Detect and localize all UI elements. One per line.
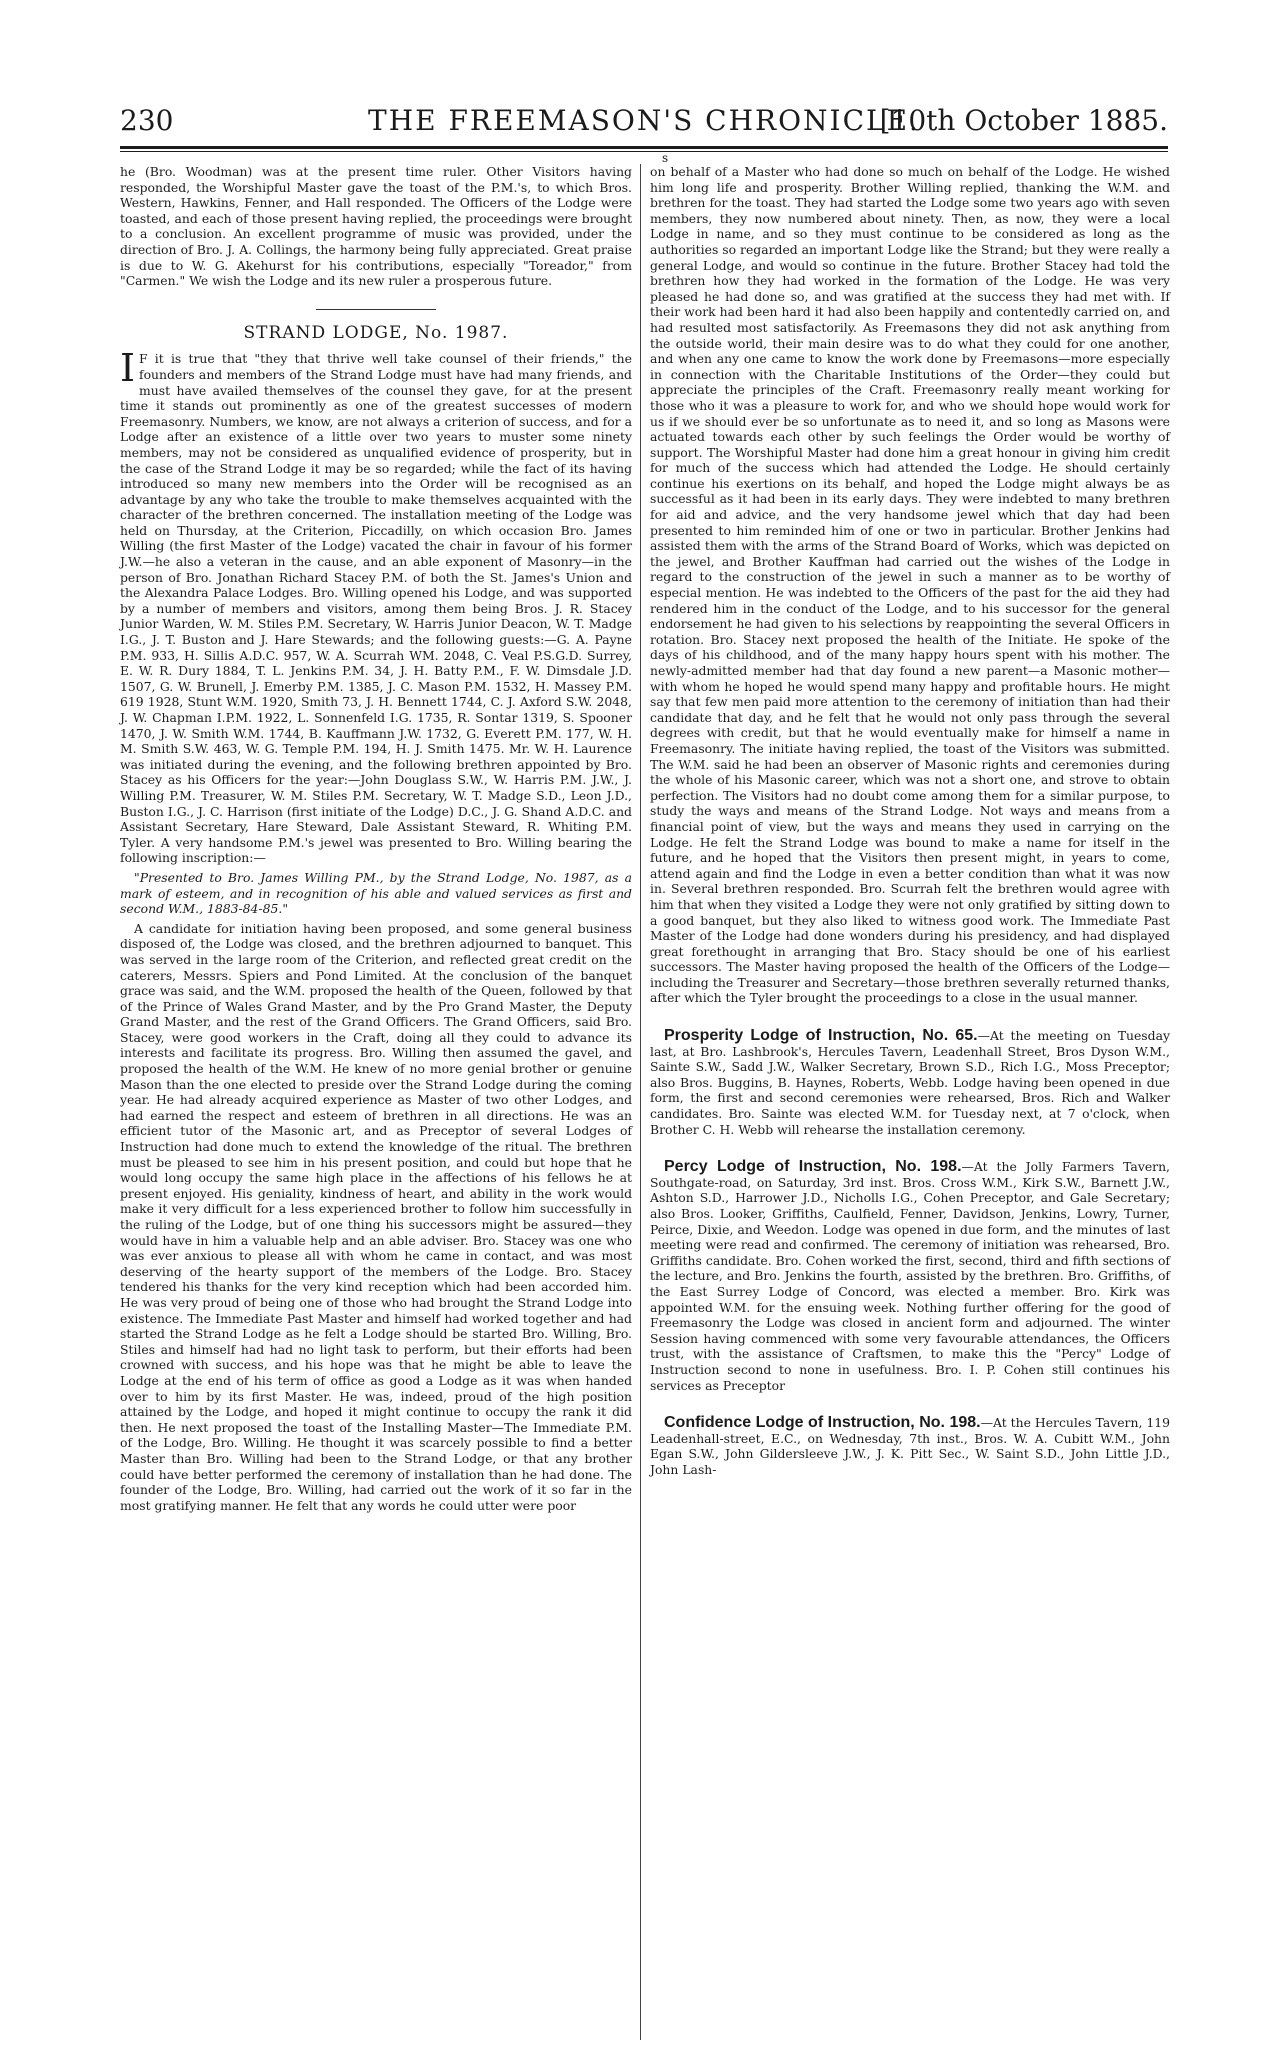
header-rule-thick [120, 146, 1168, 149]
article-paragraph: A candidate for initiation having been proposed, and some general business disposed of, the Lodge was closed, and the brethren adjourned to banquet. This was served in the large room of the Criterion, and reflected great credit on the caterers, Messrs. Spiers and Pond Limited. At the conclusion of the banquet grace was said, and the W.M. proposed the health of the Queen, followed by that of the Prince of Wales Grand Master, and by the Pro Grand Master, the Deputy Grand Master, and the rest of the Grand Officers. The Grand Officers, said Bro. Stacey, were good workers in the Craft, doing all they could to advance its interests and facilitate its progress. Bro. Willing then assumed the gavel, and proposed the health of the W.M. He knew of no more genial brother or genuine Mason than the one elected to preside over the Strand Lodge during the coming year. He had already acquired experience as Master of two other Lodges, and had earned the respect and esteem of brethren in all directions. He was an efficient tutor of the Masonic art, and as Preceptor of several Lodges of Instruction had done much to extend the knowledge of the ritual. The brethren must be pleased to see him in his present position, and could but hope that he would long occupy the same high place in the affections of his fellows he at present enjoyed. His geniality, kindness of heart, and ability in the work would make it very difficult for a less experienced brother to follow him successfully in the ruling of the Lodge, but of one thing his successors might be assured—they would have in him a valuable help and an able adviser. Bro. Stacey was one who was ever anxious to please all with whom he came in contact, and was most deserving of the hearty support of the members of the Lodge. Bro. Stacey tendered his thanks for the very kind reception which had been accorded him. He was very proud of being one of those who had brought the Strand Lodge into existence. The Immediate Past Master and himself had worked together and had started the Strand Lodge as he felt a Lodge should be started Bro. Willing, Bro. Stiles and himself had had no light task to perform, but their efforts had been crowned with success, and his hope was that he might be able to leave the Lodge at the end of his term of office as good a Lodge as it was when handed over to him by its first Master. He was, indeed, proud of the high position attained by the Lodge, and hoped it might continue to occupy the rank it did then. He next proposed the toast of the Installing Master—The Immediate P.M. of the Lodge, Bro. Willing. He thought it was scarcely possible to find a better Master than Bro. Willing had been to the Strand Lodge, or that any brother could have better performed the ceremony of installation than he had done. The founder of the Lodge, Bro. Willing, had carried out the work of it so far in the most gratifying manner. He felt that any words he could utter were poor [120, 920, 632, 1513]
notice-percy-lodge [650, 1159, 1170, 1393]
notice-prosperity-lodge [650, 1028, 1170, 1137]
article-paragraph: F it is true that "they that thrive well take counsel of their friends," the founders and members of the Strand Lodge must have had many friends, and must have availed themselves of the counsel they gave, for at the present time it stands out prominently as one of the greatest successes of modern Freemasonry. Numbers, we know, are not always a criterion of success, and for a Lodge after an existence of a little over two years to muster some ninety members, may not be considered as unqualified evidence of prosperity, but in the case of the Strand Lodge it may be so regarded; while the fact of its having introduced so many new members into the Order will be recognised as an advantage by any who take the trouble to make themselves acquainted with the character of the brethren concerned. The installation meeting of the Lodge was held on Thursday, at the Criterion, Piccadilly, on which occasion Bro. James Willing (the first Master of the Lodge) vacated the chair in favour of his former J.W.—he also a veteran in the cause, and an able exponent of Masonry—in the person of Bro. Jonathan Richard Stacey P.M. of both the St. James's Union and the Alexandra Palace Lodges. Bro. Willing opened his Lodge, and was supported by a number of members and visitors, among them being Bros. J. R. Stacey Junior Warden, W. M. Stiles P.M. Secretary, W. Harris Junior Deacon, W. T. Madge I.G., J. T. Buston and J. Hare Stewards; and the following guests:—G. A. Payne P.M. 933, H. Sillis A.D.C. 957, W. A. Scurrah WM. 2048, C. Veal P.S.G.D. Surrey, E. W. R. Dury 1884, T. L. Jenkins P.M. 34, J. H. Batty P.M., F. W. Dimsdale J.D. 1507, G. W. Brunell, J. Emerby P.M. 1385, J. C. Mason P.M. 1532, H. Massey P.M. 619 1928, Stunt W.M. 1920, Smith 73, J. H. Bennett 1744, C. J. Axford S.W. 2048, J. W. Chapman I.P.M. 1922, L. Sonnenfeld I.G. 1735, R. Sontar 1319, S. Spooner 1470, J. W. Smith W.M. 1744, B. Kauffmann J.W. 1732, G. Everett P.M. 177, W. H. M. Smith S.W. 463, W. G. Temple P.M. 194, H. J. Smith 1475. Mr. W. H. Laurence was initiated during the evening, and the following brethren appointed by Bro. Stacey as his Officers for the year:—John Douglass S.W., W. Harris P.M. J.W., J. Willing P.M. Treasurer, W. M. Stiles P.M. Secretary, W. T. Madge S.D., Leon J.D., Buston I.G., J. C. Harrison (first initiate of the Lodge) D.C., J. G. Shand A.D.C. and Assistant Secretary, Hare Steward, Dale Assistant Steward, R. Whiting P.M. Tyler. A very handsome P.M.'s jewel was presented to Bro. Willing bearing the following inscription:— [120, 351, 632, 866]
jewel-inscription-quote: "Presented to Bro. James Willing PM., by the Strand Lodge, No. 1987, as a mark of esteem, and in recognition of his able and valued services as first and second W.M., 1883-84-85." [120, 869, 632, 917]
notice-body: —At the meeting on Tuesday last, at Bro. Lashbrook's, Hercules Tavern, Leadenhall Street, Bros Dyson W.M., Sainte S.W., Sadd J.W., Walker Secretary, Brown S.D., Rich I.G., Moss Preceptor; also Bros. Buggins, B. Haynes, Roberts, Webb. Lodge having been opened in due form, the first and second ceremonies were rehearsed, Bros. Rich and Walker candidates. Bro. Sainte was elected W.M. for Tuesday next, at 7 o'clock, when Brother C. H. Webb will rehearse the installation ceremony. [650, 1028, 1170, 1137]
notice-confidence-lodge [650, 1415, 1170, 1477]
notice-title: Confidence Lodge of Instruction, No. 198. [664, 1414, 981, 1432]
article-opening [120, 346, 632, 866]
notice-body: —At the Hercules Tavern, 119 Leadenhall-street, E.C., on Wednesday, 7th inst., Bros. W. A. Cubitt W.M., John Egan S.W., John Gildersleeve J.W., J. K. Pitt Sec., W. Saint S.D., John Little J.D., John Lash- [650, 1415, 1170, 1477]
section-title-strand-lodge: STRAND LODGE, No. 1987. [243, 322, 509, 343]
closing-paragraph-previous-report: he (Bro. Woodman) was at the present time ruler. Other Visitors having responded, the Worshipful Master gave the toast of the P.M.'s, to which Bros. Western, Hawkins, Fenner, and Hall responded. The Officers of the Lodge were toasted, and each of those present having replied, the proceedings were brought to a conclusion. An excellent programme of music was provided, under the direction of Bro. J. A. Collings, the harmony being fully appreciated. Great praise is due to W. G. Akehurst for his contributions, especially "Toreador," from "Carmen." We wish the Lodge and its new ruler a prosperous future. [120, 164, 632, 289]
issue-date: [10th October 1885. [879, 104, 1168, 137]
article-paragraph-continued: on behalf of a Master who had done so much on behalf of the Lodge. He wished him long life and prosperity. Brother Willing replied, thanking the W.M. and brethren for the toast. They had started the Lodge some two years ago with seven members, they now numbered about ninety. Then, as now, they were a local Lodge in name, and so they must continue to be considered as long as the authorities so regarded an important Lodge like the Strand; but they were really a general Lodge, and would so continue in the future. Brother Stacey had told the brethren how they had worked in the formation of the Lodge. He was very pleased he had done so, and was gratified at the success they had met with. If their work had been hard it had also been happily and contentedly carried on, and had resulted most satisfactorily. As Freemasons they did not ask anything from the outside world, their main desire was to do what they could for one another, and when any one came to know the work done by Freemasons—more especially in connection with the Charitable Institutions of the Order—they could but appreciate the principles of the Craft. Freemasonry really meant working for those who it was a pleasure to work for, and who we should hope would work for us if we should ever be so unfortunate as to need it, and so long as Masons were actuated towards each other by such feelings the Order would be worthy of support. The Worshipful Master had done him a great honour in giving him credit for much of the success which had attended the Lodge. He should certainly continue his exertions on its behalf, and hoped the Lodge might always be as successful as it had been in its early days. They were indebted to many brethren for aid and advice, and the very handsome jewel which that day had been presented to him reminded him of one or two in particular. Brother Jenkins had assisted them with the arms of the Strand Board of Works, which was depicted on the jewel, and Brother Kauffman had carried out the wishes of the Lodge in regard to the construction of the jewel in such a manner as to be worthy of especial mention. He was indebted to the Officers of the past for the aid they had rendered him in the conduct of the Lodge, and to his successor for the general endorsement he had given to his selections by reappointing the several Officers in rotation. Bro. Stacey next proposed the health of the Initiate. He spoke of the days of his childhood, and of the many happy hours spent with his mother. The newly-admitted member had that day found a new parent—a Masonic mother—with whom he hoped he would spend many happy and profitable hours. He might say that few men paid more attention to the ceremony of initiation than had their candidate that day, and he felt that he would not only pass through the several degrees with credit, but that he would eventually make for himself a name in Freemasonry. The initiate having replied, the toast of the Visitors was submitted. The W.M. said he had been an observer of Masonic rights and ceremonies during the whole of his Masonic career, which was not a short one, and strove to obtain perfection. The Visitors had no doubt come among them for a similar purpose, to study the ways and means of the Strand Lodge. Not ways and means from a financial point of view, but the ways and means they used in carrying on the Lodge. He felt the Strand Lodge was bound to make a name for itself in the future, and he hoped that the Visitors then present might, in years to come, attend again and find the Lodge in even a better condition than what it was now in. Several brethren responded. Bro. Scurrah felt the brethren would agree with him that when they visited a Lodge they were not only gratified by sitting down to a good banquet, but they also liked to witness good work. The Immediate Past Master of the Lodge had done wonders during his presidency, and had displayed great forethought in arranging that Bro. Stacy should be one of his earliest successors. The Master having proposed the health of the Officers of the Lodge—including the Treasurer and Secretary—those brethren severally returned thanks, after which the Tyler brought the proceedings to a close in the usual manner. [650, 164, 1170, 1006]
section-divider [316, 309, 436, 310]
left-column [120, 164, 632, 1513]
header-rule-thin [120, 151, 1168, 152]
publication-title: THE FREEMASON'S CHRONICLE. [368, 104, 920, 137]
right-column [650, 164, 1170, 1478]
notice-body: —At the Jolly Farmers Tavern, Southgate-road, on Saturday, 3rd inst. Bros. Cross W.M., Kirk S.W., Barnett J.W., Ashton S.D., Harrower J.D., Nicholls I.G., Cohen Preceptor, and Gale Secretary; also Bros. Looker, Griffiths, Caulfield, Fenner, Davidson, Jenkins, Lowry, Turner, Peirce, Dixie, and Weedon. Lodge was opened in due form, and the minutes of last meeting were read and confirmed. The ceremony of initiation was rehearsed, Bro. Griffiths candidate. Bro. Cohen worked the first, second, third and fifth sections of the lecture, and Bro. Jenkins the fourth, assisted by the brethren. Bro. Griffiths, of the East Surrey Lodge of Concord, was elected a member. Bro. Kirk was appointed W.M. for the ensuing week. Nothing further offering for the good of Freemasonry the Lodge was closed in ancient form and adjourned. The winter Session having commenced with some very favourable attendances, the Officers trust, with the assistance of Craftsmen, to make this the "Percy" Lodge of Instruction second to none in usefulness. Bro. I. P. Cohen still continues his services as Preceptor [650, 1159, 1170, 1393]
drop-cap: I [120, 346, 136, 391]
notice-title: Prosperity Lodge of Instruction, No. 65. [664, 1027, 978, 1045]
notice-title: Percy Lodge of Instruction, No. 198. [664, 1158, 962, 1176]
page-header [120, 104, 1168, 144]
signature-mark: s [662, 151, 669, 165]
page-number: 230 [120, 104, 174, 137]
column-divider [640, 164, 641, 2040]
